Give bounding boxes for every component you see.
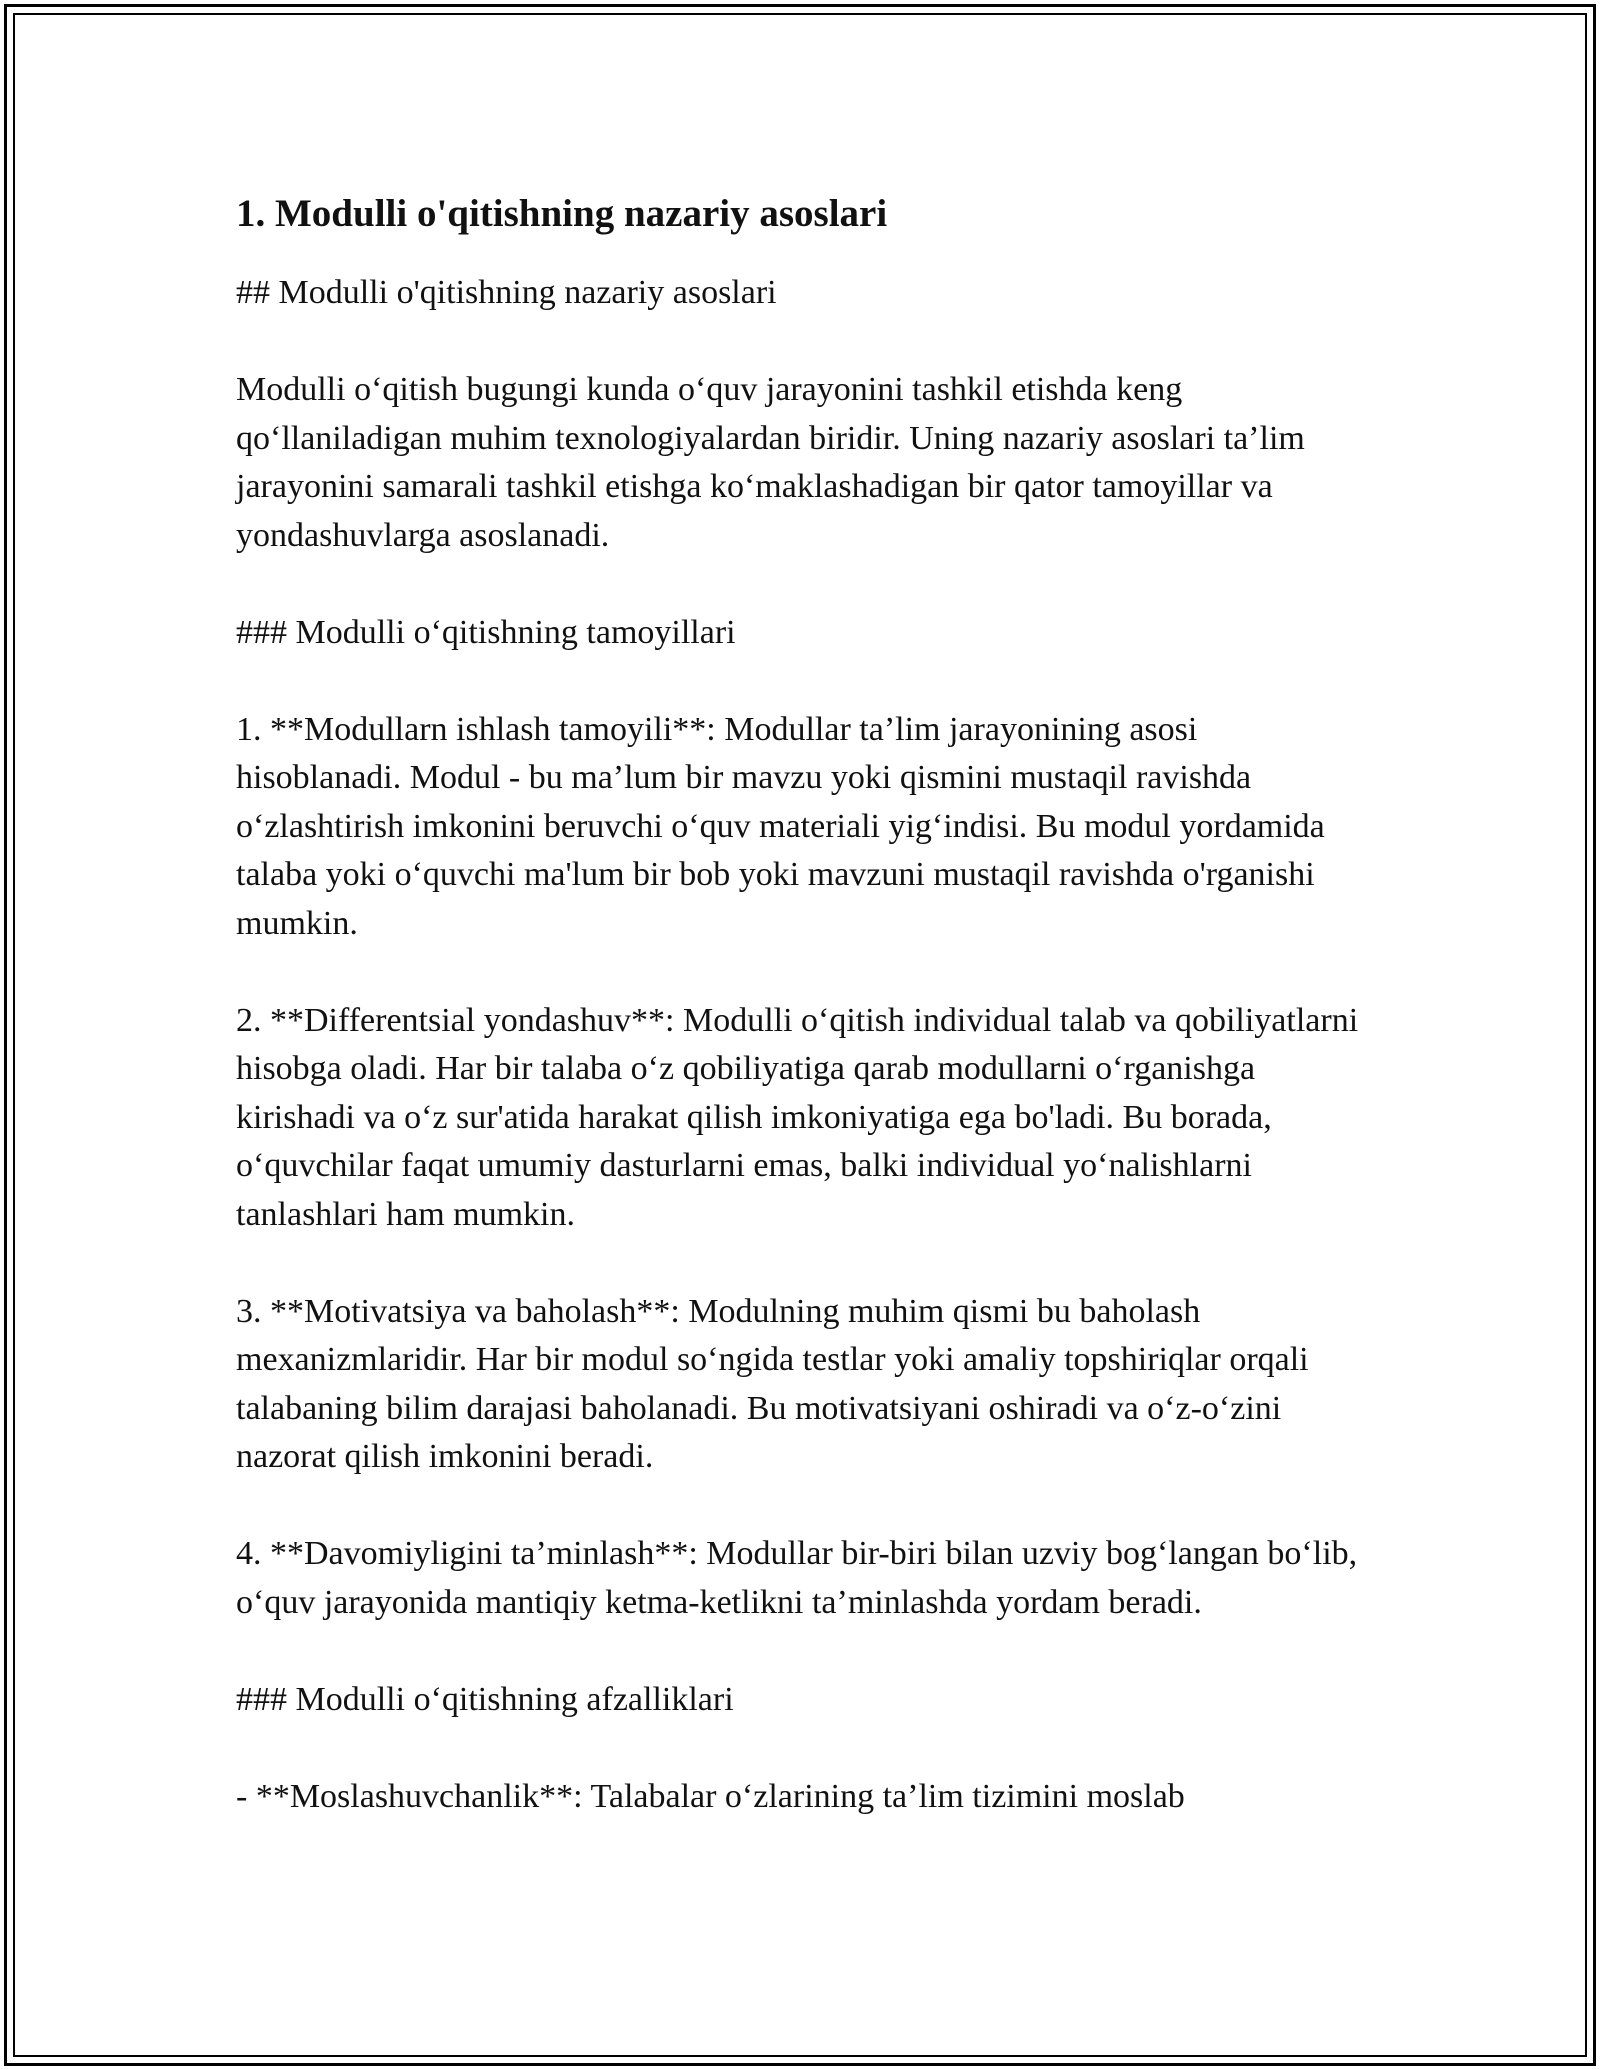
markdown-heading-h2: ## Modulli o'qitishning nazariy asoslari <box>236 274 777 311</box>
markdown-heading-advantages: ### Modulli o‘qitishning afzalliklari <box>236 1680 734 1718</box>
document-page <box>236 190 1366 1821</box>
principle-item-3: 3. **Motivatsiya va baholash**: Modulning muhim qismi bu baholash mexanizmlaridir. Har bir modul so‘ngida testlar yoki amaliy topshiriqlar orqali talabaning bilim darajasi baholanadi. Bu motivatsiyani oshiradi va o‘z-o‘zini nazorat qilish imkonini beradi. <box>236 1292 1309 1475</box>
principle-item-2: 2. **Differentsial yondashuv**: Modulli o‘qitish individual talab va qobiliyatlarni hisobga oladi. Har bir talaba o‘z qobiliyatiga qarab modullarni o‘rganishga kirishadi va o‘z sur'atida harakat qilish imkoniyatiga ega bo'ladi. Bu borada, o‘quvchilar faqat umumiy dasturlarni emas, balki individual yo‘nalishlarni tanlashlari ham mumkin. <box>236 1001 1359 1233</box>
intro-paragraph: Modulli o‘qitish bugungi kunda o‘quv jarayonini tashkil etishda keng qo‘llaniladigan muhim texnologiyalardan biridir. Uning nazariy asoslari ta’lim jarayonini samarali tashkil etishga ko‘maklashadigan bir qator tamoyillar va yondashuvlarga asoslanadi. <box>236 371 1305 554</box>
principle-item-4: 4. **Davomiyligini ta’minlash**: Modullar bir-biri bilan uzviy bog‘langan bo‘lib, o‘quv jarayonida mantiqiy ketma-ketlikni ta’minlashda yordam beradi. <box>236 1535 1358 1621</box>
markdown-heading-principles: ### Modulli o‘qitishning tamoyillari <box>236 613 736 651</box>
document-title: 1. Modulli o'qitishning nazariy asoslari <box>236 192 888 235</box>
advantage-item-1: - **Moslashuvchanlik**: Talabalar o‘zlarining ta’lim tizimini moslab <box>236 1777 1185 1815</box>
principle-item-1: 1. **Modullarn ishlash tamoyili**: Modullar ta’lim jarayonining asosi hisoblanadi. Modul - bu ma’lum bir mavzu yoki qismini mustaqil ravishda o‘zlashtirish imkonini beruvchi o‘quv materiali yig‘indisi. Bu modul yordamida talaba yoki o‘quvchi ma'lum bir bob yoki mavzuni mustaqil ravishda o'rganishi mumkin. <box>236 710 1325 942</box>
